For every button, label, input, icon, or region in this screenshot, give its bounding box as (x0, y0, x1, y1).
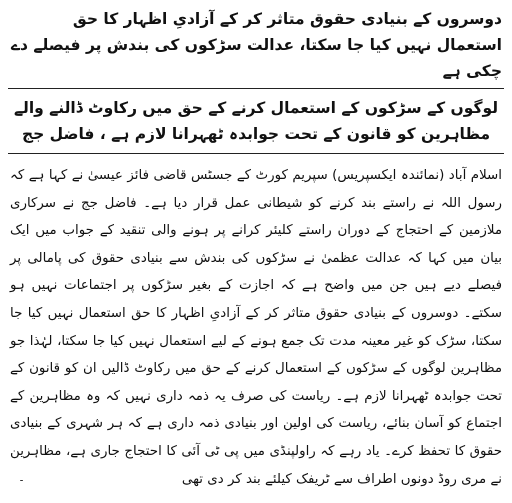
article-headline: دوسروں کے بنیادی حقوق متاثر کر کے آزادیِ اظہار کا حق استعمال نہیں کیا جا سکتا، عدالت سڑکوں کی بندش پر فیصلے دے چکی ہے (10, 10, 502, 80)
article-end-mark: ۔ (18, 470, 26, 484)
headline-divider (8, 88, 504, 89)
article-body: اسلام آباد (نمائندہ ایکسپریس) سپریم کورٹ کے جسٹس قاضی فائز عیسیٰ نے کہا ہے کہ رسول اللہ نے راستے بند کرنے کو شیطانی عمل قرار دیا ہے۔ فاضل جج نے سرکاری ملازمین کے احتجاج کے دوران راستے کلیئر کرانے پر ہونے والی تنقید کے جواب میں ایک بیان میں کہا کہ عدالت عظمیٰ نے سڑکوں کی بندش سے بنیادی حقوق کی پامالی پر فیصلے دیے ہیں جن میں واضح ہے کہ اجازت کے بغیر سڑکوں پر اجتماعات نہیں ہو سکتے۔ دوسروں کے بنیادی حقوق متاثر کر کے آزادیِ اظہار کا حق استعمال نہیں کیا جا سکتا، سڑک کو غیر معینہ مدت تک جمع ہونے کے لیے استعمال نہیں کیا جا سکتا، لہٰذا جو مظاہرین لوگوں کے سڑکوں کے استعمال کرنے کے حق میں رکاوٹ ڈالیں ان کو قانون کے تحت جوابدہ ٹھہرانا لازم ہے۔ ریاست کی صرف یہ ذمہ داری نہیں کہ وہ مظاہرین کے اجتماع کو آسان بنائے، ریاست کی اولین اور بنیادی ذمہ داری ہے کہ ہر شہری کے بنیادی حقوق کا تحفظ کرے۔ یاد رہے کہ راولپنڈی میں پی ٹی آئی کا احتجاج جاری ہے، مظاہرین نے مری روڈ دونوں اطراف سے ٹریفک کیلئے بند کر دی تھی (10, 168, 502, 487)
article-subheadline: لوگوں کے سڑکوں کے استعمال کرنے کے حق میں رکاوٹ ڈالنے والے مظاہرین کو قانون کے تحت جوابدہ ٹھہرانا لازم ہے ، فاضل جج (13, 99, 499, 143)
subheadline-divider (8, 153, 504, 154)
